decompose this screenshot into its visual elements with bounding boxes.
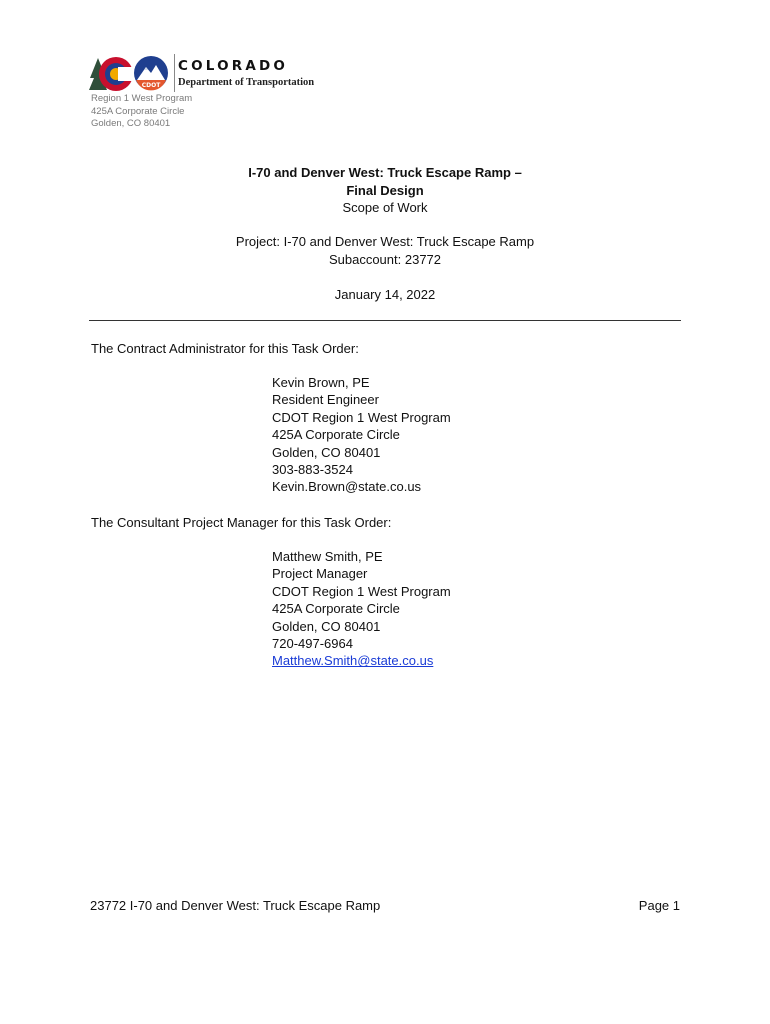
- admin-city: Golden, CO 80401: [272, 444, 381, 460]
- return-address: [91, 93, 192, 131]
- logo-dept-name: Department of Transportation: [178, 77, 315, 88]
- consultant-title: Project Manager: [272, 566, 368, 582]
- footer-page-number: Page 1: [638, 898, 680, 913]
- admin-street: 425A Corporate Circle: [272, 427, 400, 443]
- title-line-2: Final Design: [346, 182, 424, 198]
- footer-project-label: 23772 I-70 and Denver West: Truck Escape Ramp: [90, 898, 381, 913]
- return-address-line: Golden, CO 80401: [91, 118, 171, 129]
- logo-org-name: COLORADO: [178, 58, 289, 74]
- document-date: January 14, 2022: [334, 287, 436, 302]
- consultant-street: 425A Corporate Circle: [272, 601, 400, 617]
- admin-title: Resident Engineer: [272, 392, 379, 408]
- admin-email: Kevin.Brown@state.co.us: [272, 479, 422, 495]
- document-title: [90, 164, 680, 217]
- title-line-1: I-70 and Denver West: Truck Escape Ramp –: [248, 165, 522, 180]
- consultant-phone: 720-497-6964: [272, 636, 353, 652]
- project-name: Project: I-70 and Denver West: Truck Escape Ramp: [235, 234, 535, 249]
- admin-contact-block: [272, 374, 451, 496]
- admin-org: CDOT Region 1 West Program: [272, 409, 451, 425]
- logo-divider: [174, 54, 175, 92]
- consultant-email-link[interactable]: Matthew.Smith@state.co.us: [272, 653, 434, 669]
- title-line-3: Scope of Work: [342, 200, 428, 215]
- consultant-contact-block: [272, 548, 451, 670]
- consultant-city: Golden, CO 80401: [272, 618, 381, 634]
- project-info: [90, 233, 680, 268]
- svg-text:CDOT: CDOT: [141, 82, 161, 89]
- return-address-line: Region 1 West Program: [91, 93, 193, 104]
- return-address-line: 425A Corporate Circle: [91, 105, 185, 117]
- horizontal-rule: [89, 320, 681, 321]
- admin-intro: The Contract Administrator for this Task Order:: [91, 341, 359, 356]
- admin-phone: 303-883-3524: [272, 462, 353, 478]
- admin-name: Kevin Brown, PE: [272, 375, 370, 390]
- consultant-name: Matthew Smith, PE: [272, 549, 383, 564]
- consultant-intro: The Consultant Project Manager for this Task Order:: [91, 515, 392, 530]
- subaccount: Subaccount: 23772: [328, 251, 442, 267]
- colorado-c-logo-icon: [88, 54, 174, 96]
- cdot-logo: [88, 54, 318, 96]
- consultant-org: CDOT Region 1 West Program: [272, 583, 451, 599]
- logo-text: [178, 58, 314, 89]
